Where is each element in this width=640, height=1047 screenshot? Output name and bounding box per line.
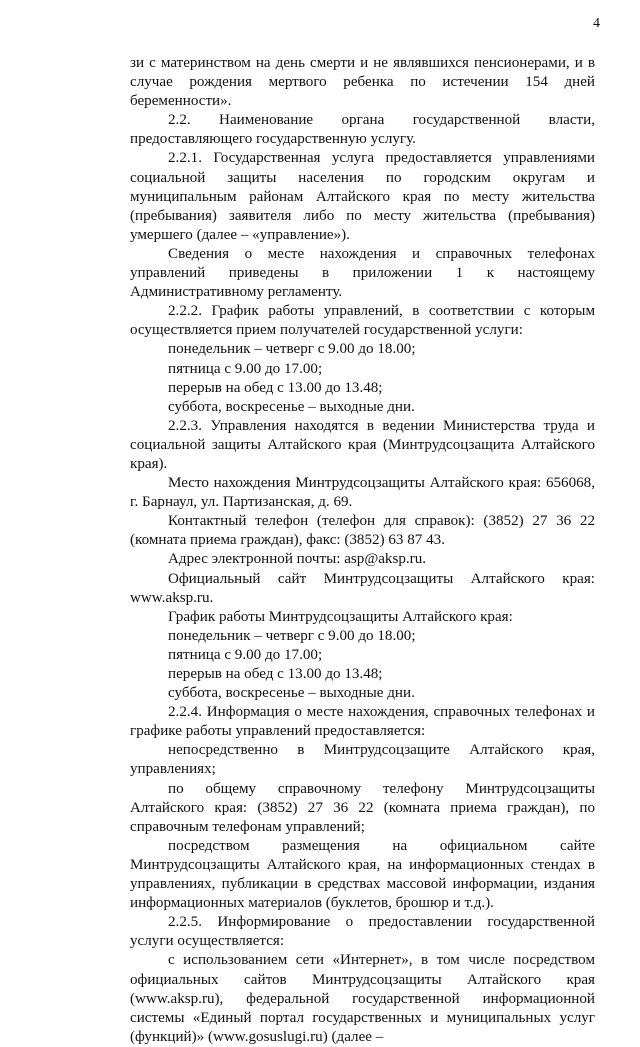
paragraph: График работы Минтрудсоцзащиты Алтайского края: (168, 608, 513, 625)
document-body (130, 54, 595, 1047)
list-item: понедельник – четверг с 9.00 до 18.00; (168, 341, 416, 358)
paragraph: 2.2.2. График работы управлений, в соответствии с которым осуществляется прием получателей государственной услуги: (130, 303, 595, 339)
paragraph: 2.2. Наименование органа государственной власти, предоставляющего государственную услугу. (130, 112, 595, 148)
paragraph: 2.2.3. Управления находятся в ведении Министерства труда и социальной защиты Алтайского края (Минтрудсоцзащита Алтайского края). (130, 417, 595, 472)
paragraph: Адрес электронной почты: asp@aksp.ru. (168, 551, 427, 568)
list-item: пятница с 9.00 до 17.00; (168, 646, 323, 663)
paragraph: Официальный сайт Минтрудсоцзащиты Алтайского края: www.aksp.ru. (130, 570, 595, 606)
paragraph: посредством размещения на официальном сайте Минтрудсоцзащиты Алтайского края, на информационных стендах в управлениях, публикации в средствах массовой информации, издания информационных материалов (буклетов, брошюр и т.д.). (130, 837, 595, 912)
paragraph: по общему справочному телефону Минтрудсоцзащиты Алтайского края: (3852) 27 36 22 (комната приема граждан), по справочным телефонам управлений; (130, 780, 595, 835)
paragraph: непосредственно в Минтрудсоцзащите Алтайского края, управлениях; (130, 742, 595, 778)
list-item: перерыв на обед с 13.00 до 13.48; (168, 379, 383, 396)
list-item: понедельник – четверг с 9.00 до 18.00; (168, 627, 416, 644)
list-item: суббота, воскресенье – выходные дни. (168, 398, 415, 415)
list-item: пятница с 9.00 до 17.00; (168, 360, 323, 377)
list-item: перерыв на обед с 13.00 до 13.48; (168, 666, 383, 682)
list-item: суббота, воскресенье – выходные дни. (168, 685, 415, 702)
paragraph: 2.2.5. Информирование о предоставлении государственной услуги осуществляется: (130, 914, 595, 950)
paragraph: с использованием сети «Интернет», в том числе посредством официальных сайтов Минтрудсоцзащиты Алтайского края (www.aksp.ru), федеральной государственной информационной системы «Единый портал государственных и муниципальных услуг (функций)» (www.gosuslugi.ru) (далее – (130, 952, 595, 1045)
paragraph: зи с материнством на день смерти и не являвшихся пенсионерами, и в случае рождения мертвого ребенка по истечении 154 дней беременности». (130, 55, 595, 110)
page-number: 4 (593, 16, 600, 31)
paragraph: Сведения о месте нахождения и справочных телефонах управлений приведены в приложении 1 к настоящему Административному регламенту. (130, 245, 595, 301)
paragraph: 2.2.4. Информация о месте нахождения, справочных телефонах и графике работы управлений предоставляется: (130, 704, 595, 740)
paragraph: Контактный телефон (телефон для справок): (3852) 27 36 22 (комната приема граждан), факс: (3852) 63 87 43. (130, 513, 595, 549)
paragraph: 2.2.1. Государственная услуга предоставляется управлениями социальной защиты населения по городским округам и муниципальным районам Алтайского края по месту жительства (пребывания) заявителя либо по месту жительства (пребывания) умершего (далее – «управление»). (130, 150, 595, 243)
paragraph: Место нахождения Минтрудсоцзащиты Алтайского края: 656068, г. Барнаул, ул. Партизанская, д. 69. (130, 475, 595, 511)
